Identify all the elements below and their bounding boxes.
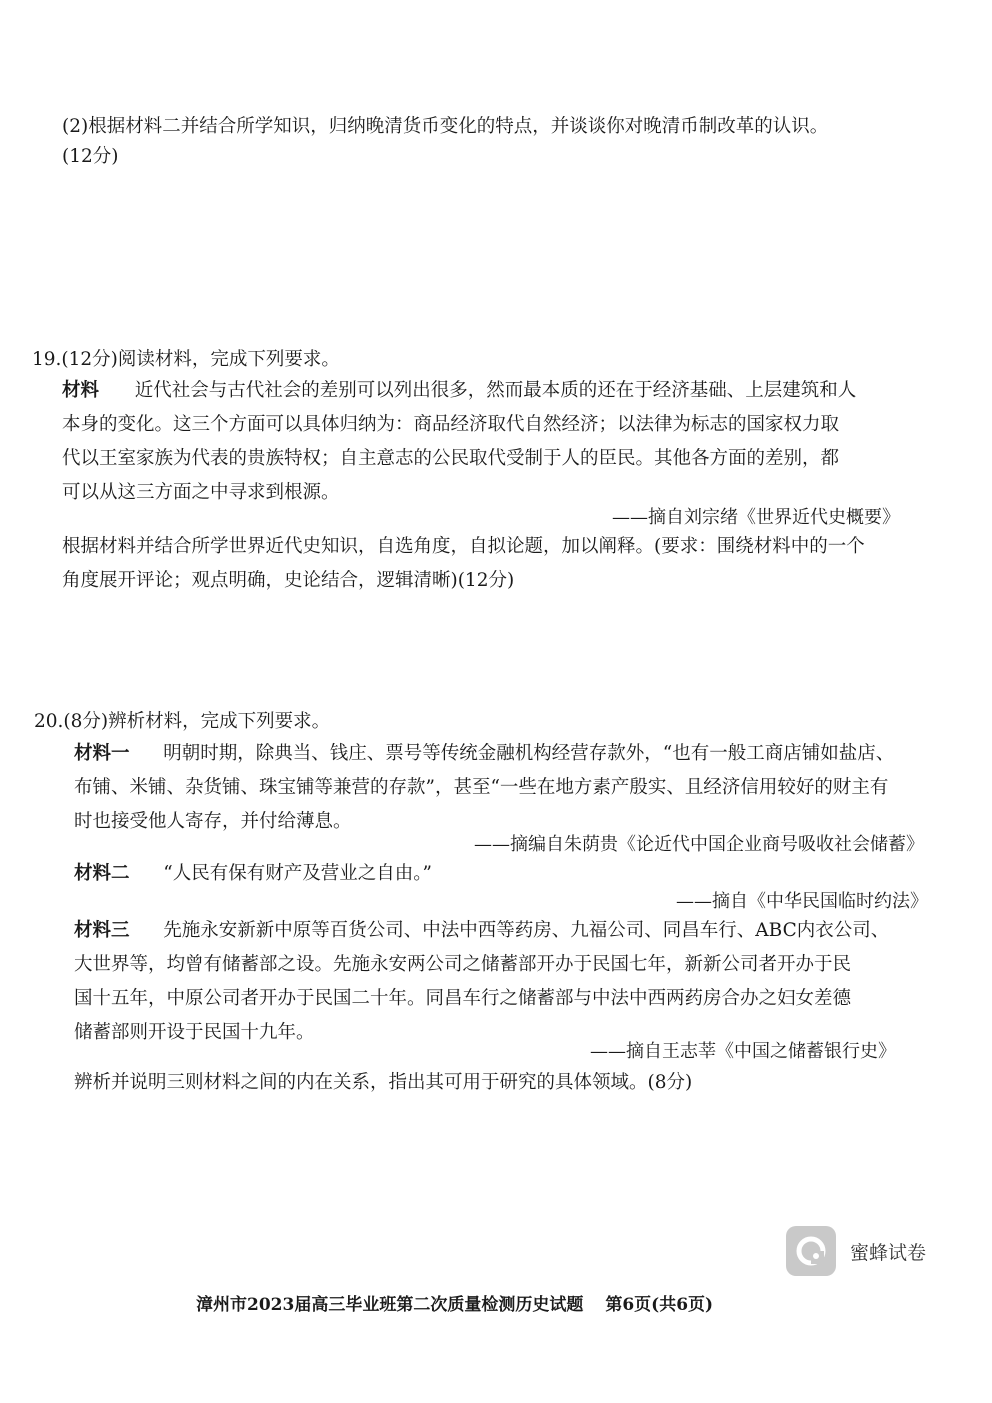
q20-m1-label: 材料一 xyxy=(74,743,130,764)
watermark-text: 蜜蜂试卷 xyxy=(850,1241,927,1264)
q18-part2-line1: (2)根据材料二并结合所学知识，归纳晚清货币变化的特点，并谈谈你对晚清币制改革的认识。 xyxy=(62,116,829,137)
q19-material-line: 可以从这三方面之中寻求到根源。 xyxy=(62,482,340,503)
bee-logo-icon xyxy=(786,1226,836,1276)
q20-m3-source: ——摘自王志莘《中国之储蓄银行史》 xyxy=(590,1041,896,1062)
footer-title: 漳州市2023届高三毕业班第二次质量检测历史试题 xyxy=(196,1295,584,1315)
q19-material-label: 材料 xyxy=(62,380,100,401)
q20-material1 xyxy=(74,737,894,839)
q20-m2-source: ——摘自《中华民国临时约法》 xyxy=(676,891,928,912)
q20-heading: 20.(8分)辨析材料，完成下列要求。 xyxy=(34,711,331,732)
q18-part2 xyxy=(62,110,828,174)
q20-question: 辨析并说明三则材料之间的内在关系，指出其可用于研究的具体领域。(8分) xyxy=(74,1072,693,1093)
page-footer xyxy=(196,1290,735,1315)
q19-material-line: 近代社会与古代社会的差别可以列出很多，然而最本质的还在于经济基础、上层建筑和人 xyxy=(134,380,857,401)
q19-material xyxy=(62,374,856,510)
q19-source: ——摘自刘宗绪《世界近代史概要》 xyxy=(612,507,900,528)
q20-m2-label: 材料二 xyxy=(74,863,130,884)
q19-material-line: 本身的变化。这三个方面可以具体归纳为：商品经济取代自然经济；以法律为标志的国家权力取 xyxy=(62,414,840,435)
q20-m3-line: 国十五年，中原公司者开办于民国二十年。同昌车行之储蓄部与中法中西两药房合办之妇女差德 xyxy=(74,988,852,1009)
q20-m3-label: 材料三 xyxy=(74,920,130,941)
q19-material-line: 代以王室家族为代表的贵族特权；自主意志的公民取代受制于人的臣民。其他各方面的差别，都 xyxy=(62,448,840,469)
q20-m2-text: “人民有保有财产及营业之自由。” xyxy=(163,863,432,884)
q20-m1-line: 布铺、米铺、杂货铺、珠宝铺等兼营的存款”，甚至“一些在地方素产殷实、且经济信用较好的财主有 xyxy=(74,777,889,798)
q20-m3-line: 大世界等，均曾有储蓄部之设。先施永安两公司之储蓄部开办于民国七年，新新公司者开办于民 xyxy=(74,954,852,975)
q20-m1-line: 时也接受他人寄存，并付给薄息。 xyxy=(74,811,352,832)
q20-material3 xyxy=(74,914,889,1050)
q20-m1-line: 明朝时期，除典当、钱庄、票号等传统金融机构经营存款外，“也有一般工商店铺如盐店、 xyxy=(163,743,895,764)
q20-m3-line: 储蓄部则开设于民国十九年。 xyxy=(74,1022,315,1043)
q18-part2-score: (12分) xyxy=(62,146,119,167)
watermark xyxy=(786,1226,926,1276)
q19-question xyxy=(62,530,865,598)
q19-heading: 19.(12分)阅读材料，完成下列要求。 xyxy=(32,349,340,370)
q19-question-line: 根据材料并结合所学世界近代史知识，自选角度，自拟论题，加以阐释。(要求：围绕材料中的一个 xyxy=(62,536,865,557)
q20-material2 xyxy=(74,857,432,891)
q20-m1-source: ——摘编自朱荫贵《论近代中国企业商号吸收社会储蓄》 xyxy=(474,834,924,855)
footer-page: 第6页(共6页) xyxy=(605,1295,714,1315)
q20-m3-line: 先施永安新新中原等百货公司、中法中西等药房、九福公司、同昌车行、ABC内衣公司、 xyxy=(163,920,890,941)
q19-question-line: 角度展开评论；观点明确，史论结合，逻辑清晰)(12分) xyxy=(62,570,515,591)
